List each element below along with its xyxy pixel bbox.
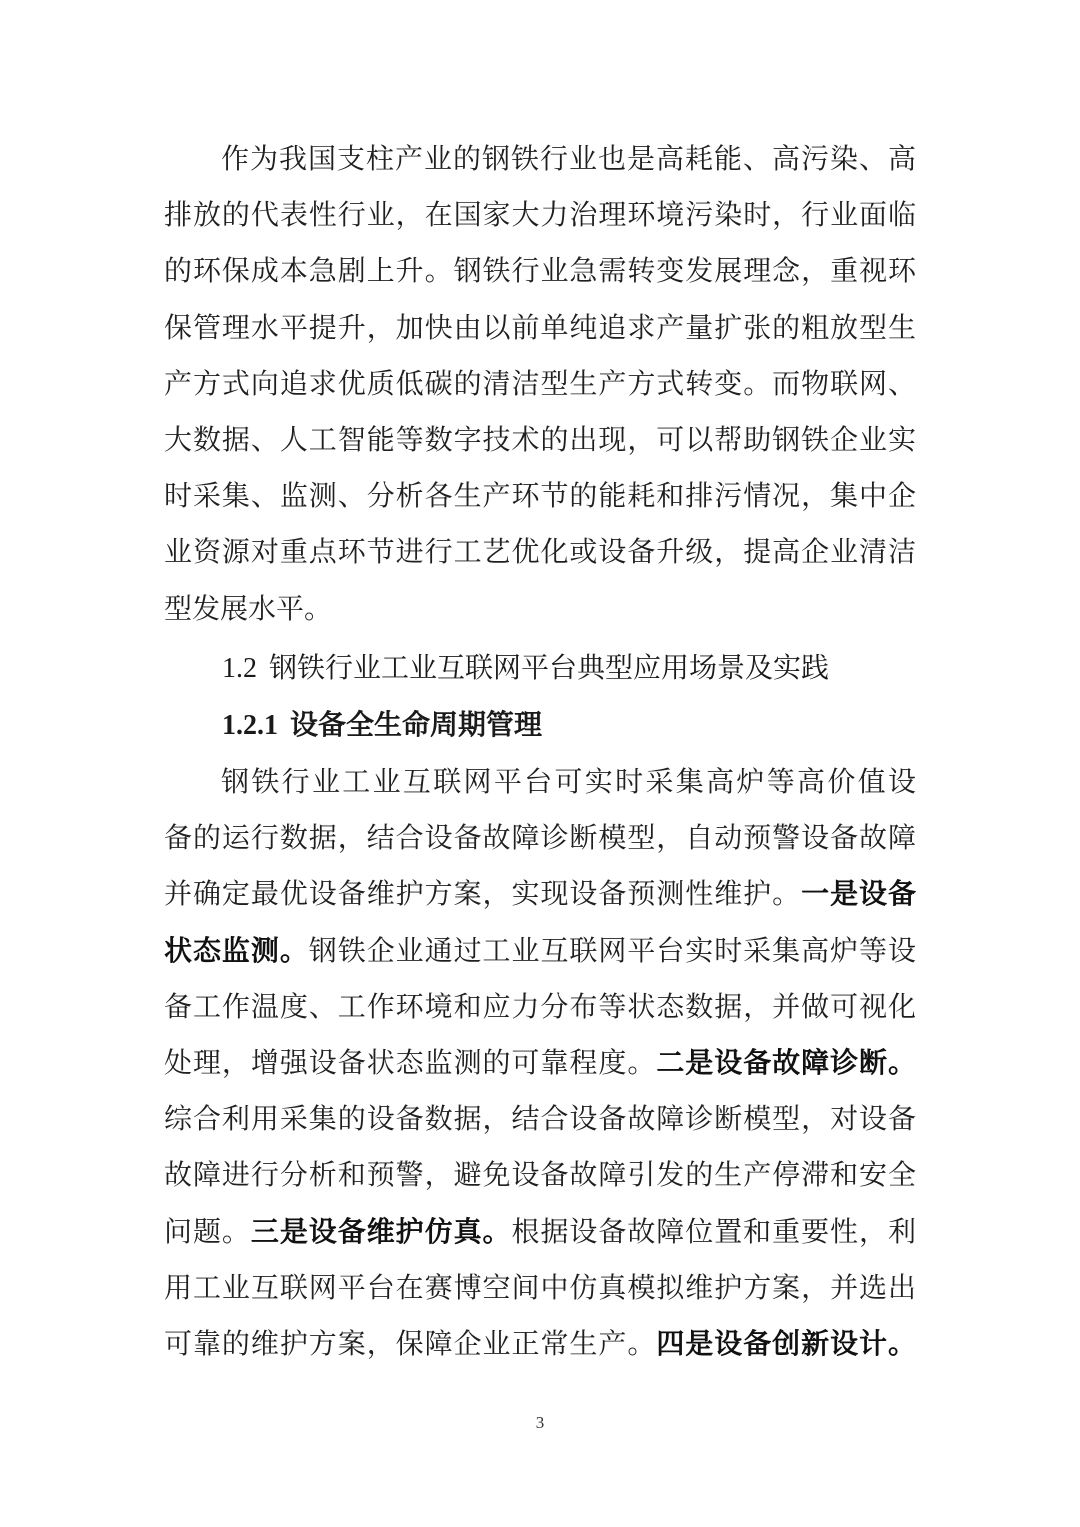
paragraph-line: 大数据、人工智能等数字技术的出现，可以帮助钢铁企业实 [164,422,916,456]
paragraph-line: 产方式向追求优质低碳的清洁型生产方式转变。而物联网、 [164,366,916,400]
paragraph-line: 型发展水平。 [164,591,333,625]
bold-text-run: 状态监测。 [164,933,309,967]
subsection-title: 设备全生命周期管理 [290,708,543,741]
section-number: 1.2 [222,653,257,684]
paragraph-line: 钢铁行业工业互联网平台可实时采集高炉等高价值设 [221,765,916,798]
section-heading-1-2-1 [222,697,542,753]
paragraph-line [164,1204,916,1260]
paragraph-line: 时采集、监测、分析各生产环节的能耗和排污情况，集中企 [164,479,916,513]
paragraph-line: 故障进行分析和预警，避免设备故障引发的生产停滞和安全 [164,1158,916,1192]
text-run: 钢铁企业通过工业互联网平台实时采集高炉等设 [308,933,916,967]
paragraph-line: 保管理水平提升，加快由以前单纯追求产量扩张的粗放型生 [164,310,916,344]
paragraph-line [164,923,916,979]
section-title: 钢铁行业工业互联网平台典型应用场景及实践 [269,651,830,684]
paragraph-line: 排放的代表性行业，在国家大力治理环境污染时，行业面临 [164,198,916,232]
text-run: 根据设备故障位置和重要性，利 [511,1214,916,1248]
page-number: 3 [535,1413,545,1432]
paragraph-industry-environment [164,131,916,637]
section-heading-1-2 [222,640,829,696]
text-run: 问题。 [164,1214,251,1248]
paragraph-line: 业资源对重点环节进行工艺优化或设备升级，提高企业清洁 [164,535,916,569]
paragraph-line: 备工作温度、工作环境和应力分布等状态数据，并做可视化 [164,989,916,1023]
paragraph-line: 的环保成本急剧上升。钢铁行业急需转变发展理念，重视环 [164,254,916,288]
paragraph-line: 综合利用采集的设备数据，结合设备故障诊断模型，对设备 [164,1102,916,1136]
paragraph-line [164,1316,916,1372]
subsection-number: 1.2.1 [222,710,278,741]
paragraph-line: 用工业互联网平台在赛博空间中仿真模拟维护方案，并选出 [164,1270,916,1304]
paragraph-line [164,1035,916,1091]
bold-text-run: 三是设备维护仿真。 [250,1214,512,1248]
paragraph-equipment-lifecycle [164,754,916,1372]
text-run: 处理，增强设备状态监测的可靠程度。 [164,1045,657,1079]
bold-text-run: 二是设备故障诊断。 [656,1045,916,1079]
paragraph-line: 作为我国支柱产业的钢铁行业也是高耗能、高污染、高 [221,142,916,175]
paragraph-line: 备的运行数据，结合设备故障诊断模型，自动预警设备故障 [164,821,916,855]
bold-text-run: 一是设备 [801,877,916,911]
paragraph-line [164,866,916,922]
bold-text-run: 四是设备创新设计。 [656,1326,916,1360]
text-run: 可靠的维护方案，保障企业正常生产。 [164,1326,657,1360]
text-run: 并确定最优设备维护方案，实现设备预测性维护。 [164,877,802,911]
